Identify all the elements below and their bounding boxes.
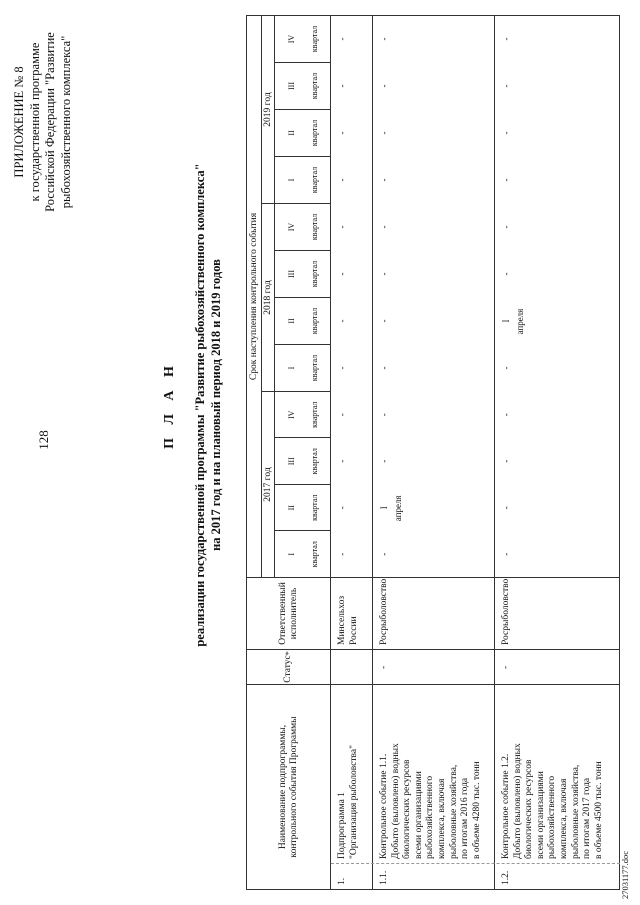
plan-table	[246, 15, 620, 890]
deadline-dash: -	[501, 178, 511, 182]
header-quarter-label: квартал	[309, 401, 319, 428]
row-executor	[337, 579, 360, 645]
deadline-dash: -	[379, 178, 389, 182]
header-quarter-label: квартал	[309, 307, 319, 335]
deadline-dash: -	[379, 366, 389, 370]
header-quarter	[275, 250, 331, 297]
deadline-dash: -	[337, 366, 347, 370]
header-quarter-num: III	[286, 457, 296, 466]
header-quarter-num: I	[286, 552, 296, 556]
header-status	[247, 649, 331, 684]
deadline-dash: -	[501, 552, 511, 556]
appendix-header	[12, 22, 74, 222]
row-name-line: Подпрограмма 1	[337, 792, 347, 859]
plan-subtitle-line-2: на 2017 год и на плановый период 2018 и 2019 годов	[209, 259, 223, 551]
row-name-line: рыбохозяйственного	[425, 775, 436, 859]
row-name-line: в объеме 4500 тыс. тонн	[593, 761, 604, 859]
header-quarter	[275, 62, 331, 109]
deadline-dash: -	[379, 319, 389, 323]
deadline-dash: -	[337, 225, 347, 229]
header-quarter	[275, 297, 331, 344]
header-name	[247, 684, 331, 889]
header-quarter	[275, 531, 331, 578]
row-name-line: биологических ресурсов	[402, 759, 413, 859]
row-number: 1.	[337, 877, 347, 885]
row-name-line: комплекса, включая	[436, 778, 447, 859]
header-quarter-num: III	[286, 82, 296, 90]
row-name-line: по итогам 2017 года	[582, 777, 593, 859]
row-executor	[501, 579, 513, 645]
header-quarter-label: квартал	[309, 166, 319, 194]
header-name-text: Наименование подпрограммы, контрольного события Программы	[277, 716, 299, 858]
row-name-line: Добыто (выловлено) водных	[390, 743, 401, 859]
header-year-2018-text: 2018 год	[262, 280, 273, 315]
deadline-dash: -	[379, 413, 389, 417]
header-deadline	[247, 15, 262, 577]
row-name-line: всеми организациями	[413, 771, 424, 859]
header-quarter-label: квартал	[309, 72, 319, 100]
header-quarter-num: II	[286, 318, 296, 324]
header-quarter	[275, 109, 331, 156]
deadline-dash: -	[501, 459, 511, 463]
header-quarter	[275, 344, 331, 391]
document-id: 27031177.doc	[620, 850, 630, 899]
row-name-line: в объеме 4280 тыс. тонн	[471, 761, 482, 859]
header-quarter-label: квартал	[309, 448, 319, 475]
row-name	[501, 687, 605, 859]
deadline-dash: -	[337, 131, 347, 135]
header-executor-text: Ответственный исполнитель	[277, 582, 299, 645]
row-executor-line: Минсельхоз	[337, 595, 347, 645]
deadline-dash: -	[337, 506, 347, 510]
header-quarter-label: квартал	[309, 260, 319, 288]
deadline-dash: -	[379, 272, 389, 276]
header-quarter	[275, 391, 331, 438]
header-quarter-num: I	[286, 366, 296, 370]
header-year-2017	[262, 391, 275, 577]
deadline-mark: I	[501, 319, 511, 323]
header-quarter-label: квартал	[309, 119, 319, 147]
row-executor-line: Росрыболовство	[379, 578, 389, 645]
appendix-line-1: ПРИЛОЖЕНИЕ № 8	[12, 66, 26, 178]
row-name-line: рыболовные хозяйства,	[570, 764, 581, 859]
header-quarter-num: IV	[286, 34, 296, 44]
deadline-dash: -	[337, 319, 347, 323]
deadline-dash: -	[501, 366, 511, 370]
header-quarter-label: квартал	[309, 213, 319, 241]
header-quarter-num: II	[286, 130, 296, 136]
header-quarter	[275, 15, 331, 62]
deadline-dash: -	[379, 552, 389, 556]
deadline-dash: -	[379, 131, 389, 135]
row-name-line: биологических ресурсов	[524, 759, 535, 859]
row-name-line: по итогам 2016 года	[460, 777, 471, 859]
row-name-line: всеми организациями	[535, 771, 546, 859]
deadline-dash: -	[501, 413, 511, 417]
deadline-april: апреля	[515, 308, 525, 335]
plan-subtitle	[192, 35, 224, 775]
row-name-line: рыболовные хозяйства,	[448, 764, 459, 859]
row-name	[379, 687, 483, 859]
deadline-dash: -	[337, 272, 347, 276]
deadline-april: апреля	[393, 495, 403, 522]
header-quarter-num: II	[286, 505, 296, 511]
header-quarter	[275, 438, 331, 485]
plan-title: П Л А Н	[162, 361, 177, 449]
deadline-dash: -	[501, 506, 511, 510]
deadline-dash: -	[379, 37, 389, 41]
row-name-line: "Организация рыболовства"	[348, 745, 359, 859]
header-year-2019-text: 2019 год	[262, 92, 273, 127]
plan-subtitle-line-1: реализации государственной программы "Развитие рыбохозяйственного комплекса"	[193, 163, 207, 647]
deadline-dash: -	[337, 413, 347, 417]
header-quarter-num: IV	[286, 410, 296, 419]
deadline-dash: -	[501, 272, 511, 276]
header-quarter-num: III	[286, 270, 296, 278]
row-executor-line: Росрыболовство	[501, 578, 511, 645]
deadline-dash: -	[337, 178, 347, 182]
header-quarter-label: квартал	[309, 541, 319, 568]
row-status: -	[501, 665, 511, 669]
header-quarter	[275, 156, 331, 203]
header-quarter	[275, 484, 331, 531]
deadline-dash: -	[337, 84, 347, 88]
deadline-dash: -	[501, 131, 511, 135]
row-number: 1.2.	[501, 870, 511, 885]
deadline-dash: -	[337, 459, 347, 463]
header-quarter-num: IV	[286, 222, 296, 232]
header-status-mark: *	[284, 651, 293, 656]
deadline-dash: -	[379, 225, 389, 229]
appendix-line-2: к государственной программе	[27, 42, 42, 202]
row-number: 1.1.	[379, 870, 389, 885]
deadline-dash: -	[501, 225, 511, 229]
header-year-2018	[262, 203, 275, 391]
row-name-line: Контрольное событие 1.1.	[379, 753, 389, 859]
row-name-line: Добыто (выловлено) водных	[512, 743, 523, 859]
header-quarter-num: I	[286, 178, 296, 182]
header-year-2017-text: 2017 год	[262, 467, 273, 502]
header-year-2019	[262, 15, 275, 203]
header-quarter	[275, 203, 331, 250]
header-quarter-label: квартал	[309, 354, 319, 382]
appendix-line-4: рыбохозяйственного комплекса"	[58, 35, 73, 209]
deadline-dash: -	[337, 37, 347, 41]
header-quarter-label: квартал	[309, 25, 319, 53]
deadline-dash: -	[379, 84, 389, 88]
row-name-line: комплекса, включая	[558, 778, 569, 859]
header-status-text: Статус	[283, 655, 293, 683]
header-quarter-label: квартал	[309, 494, 319, 521]
row-name-line: Контрольное событие 1.2.	[501, 753, 511, 859]
header-deadline-text: Срок наступления контрольного события	[248, 212, 259, 381]
row-name-line: рыбохозяйственного	[547, 775, 558, 859]
deadline-dash: -	[501, 37, 511, 41]
row-executor-line: России	[348, 616, 359, 645]
deadline-dash: -	[379, 459, 389, 463]
header-executor	[247, 577, 331, 649]
appendix-line-3: Российской Федерации "Развитие	[43, 32, 57, 212]
deadline-dash: -	[337, 552, 347, 556]
deadline-dash: -	[501, 84, 511, 88]
page-number: 128	[36, 430, 51, 450]
deadline-mark: I	[379, 506, 389, 510]
row-executor	[379, 579, 391, 645]
row-name	[337, 687, 360, 859]
row-status: -	[379, 665, 389, 669]
